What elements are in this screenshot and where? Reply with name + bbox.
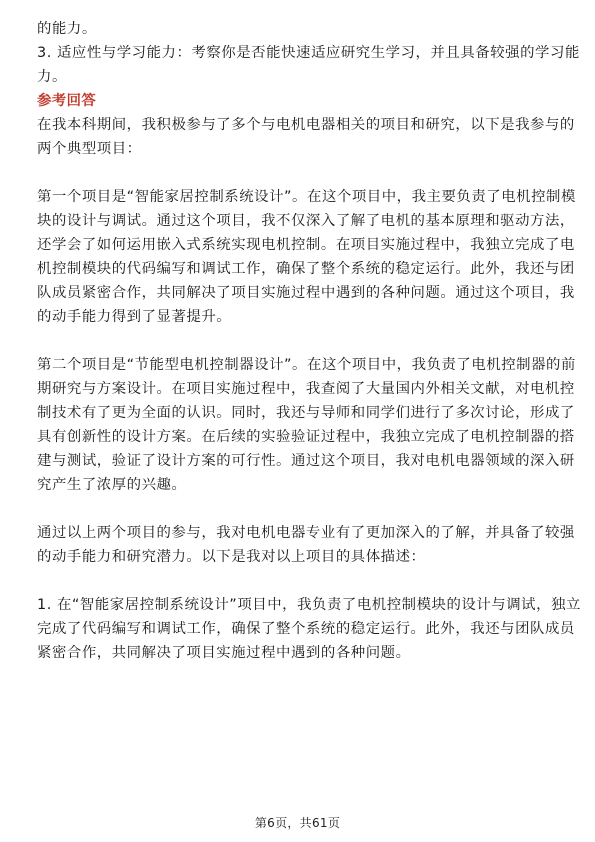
intro-line: 的能力。 xyxy=(37,21,97,37)
opening-paragraph-line: 在我本科期间，我积极参与了多个与电机电器相关的项目和研究，以下是我参与的 xyxy=(37,117,575,133)
project-2-paragraph-line: 究产生了浓厚的兴趣。 xyxy=(37,477,187,493)
project-2-paragraph-line: 建与测试，验证了设计方案的可行性。通过这个项目，我对电机电器领域的深入研 xyxy=(37,453,575,469)
paragraph-gap xyxy=(37,161,561,185)
project-2-paragraph-line: 第二个项目是“节能型电机控制器设计”。在这个项目中，我负责了电机控制器的前 xyxy=(37,357,576,373)
paragraph-gap xyxy=(37,497,561,521)
summary-paragraph-line: 的动手能力和研究潜力。以下是我对以上项目的具体描述： xyxy=(37,549,426,565)
project-1-paragraph-line: 还学会了如何运用嵌入式系统实现电机控制。在项目实施过程中，我独立完成了电 xyxy=(37,237,575,253)
project-1-paragraph-line: 机控制模块的代码编写和调试工作，确保了整个系统的稳定运行。此外，我还与团 xyxy=(37,261,575,277)
criterion-adaptability-line: 力。 xyxy=(37,69,67,85)
paragraph-gap xyxy=(37,569,561,593)
document-page xyxy=(37,17,581,665)
project-1-paragraph-line: 块的设计与调试。通过这个项目，我不仅深入了解了电机的基本原理和驱动方法， xyxy=(37,213,575,229)
project-1-paragraph-line: 第一个项目是“智能家居控制系统设计”。在这个项目中，我主要负责了电机控制模 xyxy=(37,189,576,205)
summary-paragraph-line: 通过以上两个项目的参与，我对电机电器专业有了更加深入的了解，并具备了较强 xyxy=(37,525,575,541)
project-1-paragraph-line: 队成员紧密合作，共同解决了项目实施过程中遇到的各种问题。通过这个项目，我 xyxy=(37,285,575,301)
project-2-paragraph-line: 具有创新性的设计方案。在后续的实验验证过程中，我独立完成了电机控制器的搭 xyxy=(37,429,575,445)
criterion-adaptability-line: 3. 适应性与学习能力：考察你是否能快速适应研究生学习，并且具备较强的学习能 xyxy=(37,45,580,61)
list-item-1-line: 1. 在“智能家居控制系统设计”项目中，我负责了电机控制模块的设计与调试，独立 xyxy=(37,597,581,613)
project-1-paragraph-line: 的动手能力得到了显著提升。 xyxy=(37,309,232,325)
page-number-footer: 第6页，共61页 xyxy=(254,816,341,830)
paragraph-gap xyxy=(37,329,561,353)
opening-paragraph-line: 两个典型项目： xyxy=(37,141,142,157)
project-2-paragraph-line: 期研究与方案设计。在项目实施过程中，我查阅了大量国内外相关文献，对电机控 xyxy=(37,381,575,397)
list-item-1-line: 完成了代码编写和调试工作，确保了整个系统的稳定运行。此外，我还与团队成员 xyxy=(37,621,575,637)
list-item-1-line: 紧密合作，共同解决了项目实施过程中遇到的各种问题。 xyxy=(37,645,411,661)
answer-heading: 参考回答 xyxy=(37,93,97,109)
project-2-paragraph-line: 制技术有了更为全面的认识。同时，我还与导师和同学们进行了多次讨论，形成了 xyxy=(37,405,575,421)
